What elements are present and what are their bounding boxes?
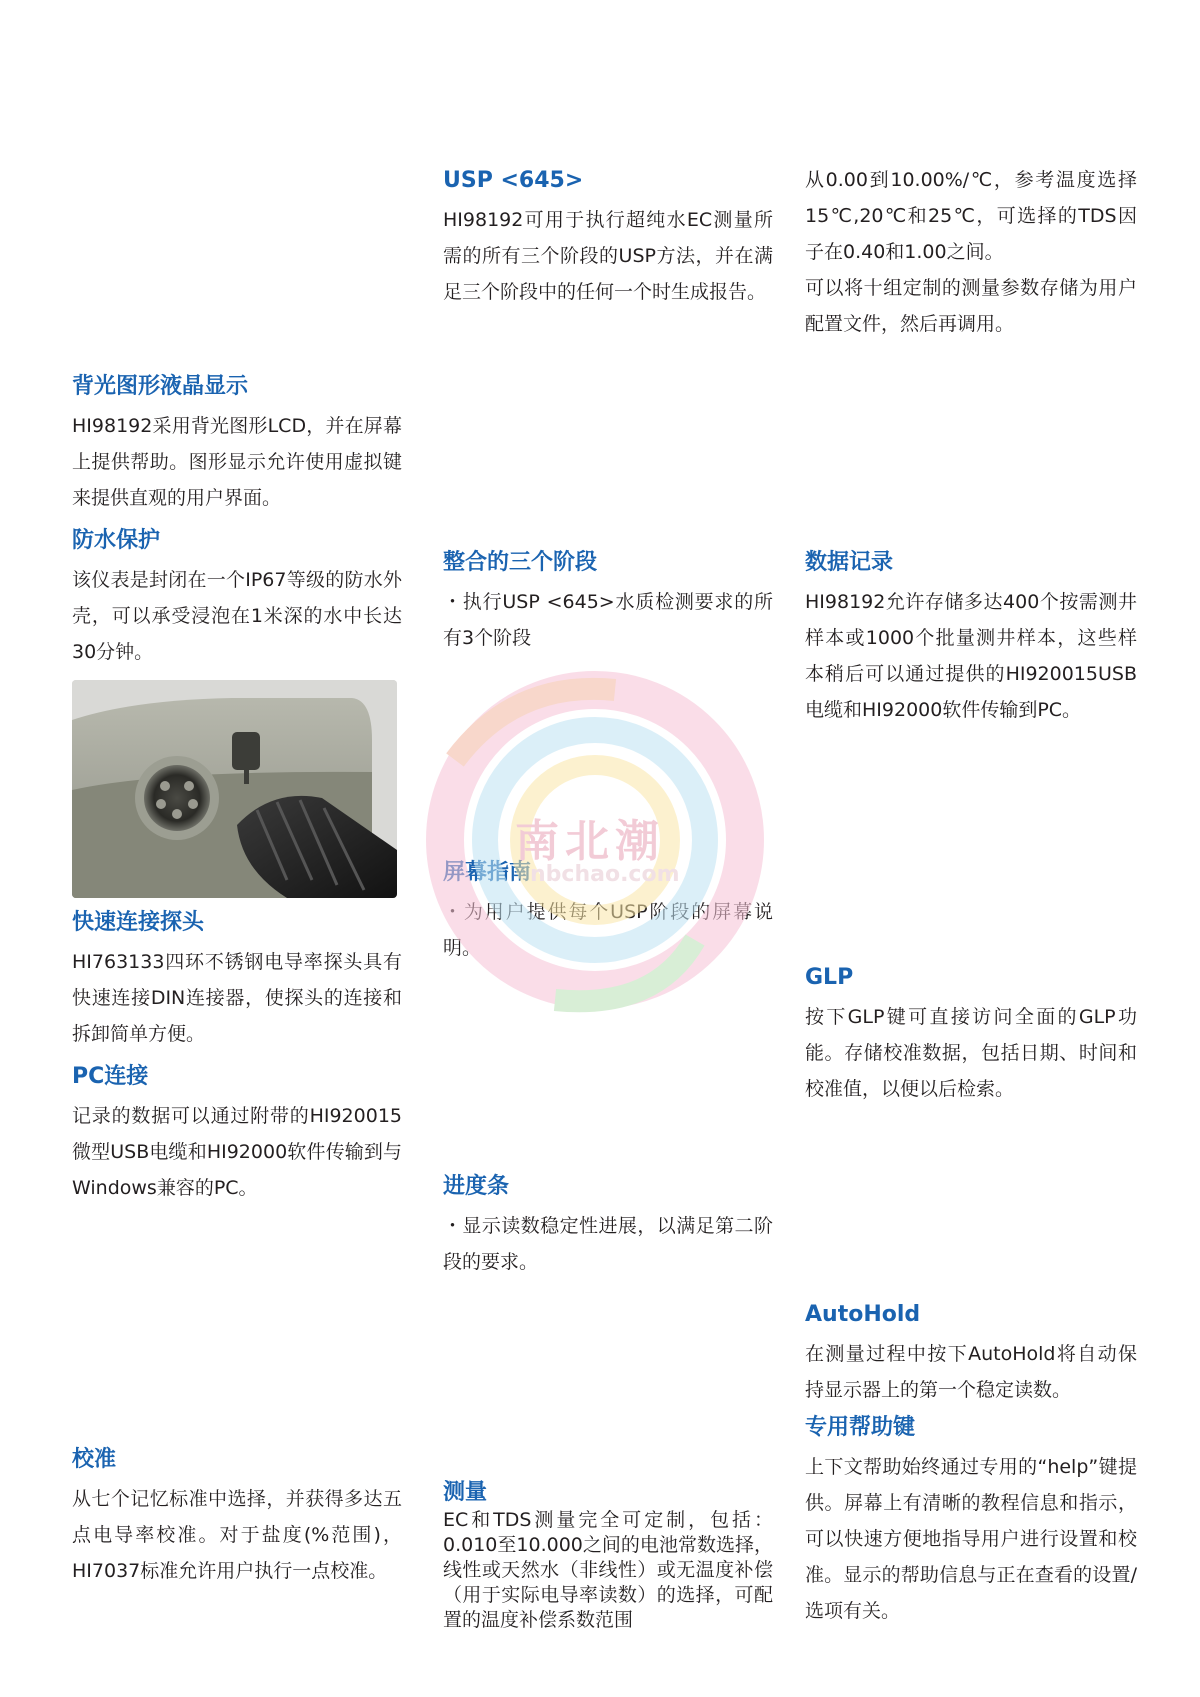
section-glp (805, 963, 1137, 1107)
heading-help-key: 专用帮助键 (805, 1415, 916, 1440)
watermark-site: nbchao.com (530, 862, 680, 887)
heading-screen-guide: 屏幕指南 (443, 860, 532, 885)
heading-pc: PC连接 (72, 1064, 149, 1089)
section-measurement (443, 1478, 773, 1633)
section-calibration (72, 1445, 402, 1589)
text-usp: HI98192可用于执行超纯水EC测量所需的所有三个阶段的USP方法，并在满足三个阶段中的任何一个时生成报告。 (443, 209, 773, 303)
section-temp-comp (805, 162, 1137, 342)
text-progress: ・显示读数稳定性进展，以满足第二阶段的要求。 (443, 1215, 773, 1273)
heading-measurement: 测量 (443, 1480, 488, 1505)
watermark-splash (395, 640, 795, 1060)
text-autohold: 在测量过程中按下AutoHold将自动保持显示器上的第一个稳定读数。 (805, 1343, 1137, 1401)
heading-usp: USP <645> (443, 168, 584, 193)
section-waterproof (72, 526, 402, 670)
section-stages (443, 548, 773, 656)
heading-calibration: 校准 (72, 1447, 117, 1472)
heading-glp: GLP (805, 965, 854, 990)
text-measurement: EC和TDS测量完全可定制，包括：0.010至10.000之间的电池常数选择，线性或天然水（非线性）或无温度补偿（用于实际电导率读数）的选择，可配置的温度补偿系数范围 (443, 1509, 773, 1631)
section-screen-guide (443, 858, 773, 966)
probe-connector-photo (72, 680, 397, 898)
text-lcd: HI98192采用背光图形LCD，并在屏幕上提供帮助。图形显示允许使用虚拟键来提供直观的用户界面。 (72, 415, 402, 509)
text-waterproof: 该仪表是封闭在一个IP67等级的防水外壳，可以承受浸泡在1米深的水中长达30分钟。 (72, 569, 402, 663)
watermark-brand: 南北潮 (515, 816, 665, 867)
heading-stages: 整合的三个阶段 (443, 550, 598, 575)
section-progress (443, 1172, 773, 1280)
section-usp (443, 166, 773, 310)
watermark (395, 640, 795, 1060)
section-pc (72, 1062, 402, 1206)
heading-autohold: AutoHold (805, 1302, 921, 1327)
section-autohold (805, 1300, 1137, 1408)
heading-progress: 进度条 (443, 1174, 510, 1199)
text-stages: ・执行USP <645>水质检测要求的所有3个阶段 (443, 591, 773, 649)
text-glp: 按下GLP键可直接访问全面的GLP功能。存储校准数据，包括日期、时间和校准值，以便以后检索。 (805, 1006, 1137, 1100)
text-screen-guide: ・为用户提供每个USP阶段的屏幕说明。 (443, 901, 773, 959)
text-temp-range: 从0.00到10.00%/℃，参考温度选择15℃,20℃和25℃，可选择的TDS因子在0.40和1.00之间。 (805, 169, 1137, 263)
heading-waterproof: 防水保护 (72, 528, 161, 553)
section-help-key (805, 1413, 1137, 1629)
text-pc: 记录的数据可以通过附带的HI920015微型USB电缆和HI92000软件传输到与Windows兼容的PC。 (72, 1105, 402, 1199)
text-probe: HI763133四环不锈钢电导率探头具有快速连接DIN连接器，使探头的连接和拆卸简单方便。 (72, 951, 402, 1045)
heading-probe: 快速连接探头 (72, 910, 205, 935)
section-datalog (805, 548, 1137, 728)
heading-lcd: 背光图形液晶显示 (72, 374, 249, 399)
probe-connector-illustration (72, 680, 397, 898)
section-probe (72, 908, 402, 1052)
section-lcd (72, 372, 402, 516)
text-calibration: 从七个记忆标准中选择，并获得多达五点电导率校准。对于盐度(%范围)，HI7037标准允许用户执行一点校准。 (72, 1488, 402, 1582)
text-datalog: HI98192允许存储多达400个按需测井样本或1000个批量测井样本，这些样本稍后可以通过提供的HI920015USB电缆和HI92000软件传输到PC。 (805, 591, 1137, 721)
heading-datalog: 数据记录 (805, 550, 894, 575)
text-profiles: 可以将十组定制的测量参数存储为用户配置文件，然后再调用。 (805, 277, 1137, 335)
text-help-key: 上下文帮助始终通过专用的“help”键提供。屏幕上有清晰的教程信息和指示，可以快速方便地指导用户进行设置和校准。显示的帮助信息与正在查看的设置/选项有关。 (805, 1456, 1137, 1622)
